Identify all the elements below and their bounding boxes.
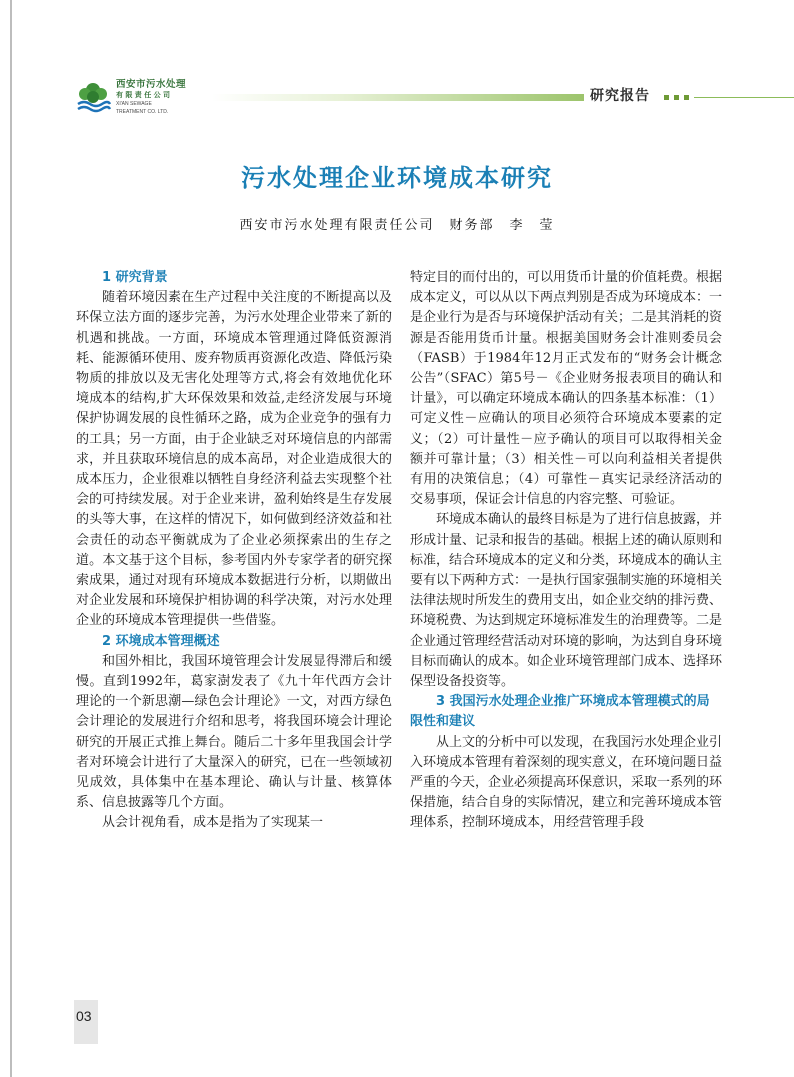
section-label: 研究报告 [590,88,650,104]
header-square-3 [684,95,689,100]
article-title: 污水处理企业环境成本研究 [241,164,553,192]
header-square-2 [674,95,679,100]
company-logo-icon [74,80,112,114]
logo-en-line1: XI'AN SEWAGE [116,100,152,107]
left-column [76,268,392,834]
paragraph: 随着环境因素在生产过程中关注度的不断提高以及环保立法方面的逐步完善，为污水处理企业带来了新的机遇和挑战。一方面，环境成本管理通过降低资源消耗、能源循环使用、废弃物质再资源化改造、降低污染物质的排放以及无害化处理等方式,将会有效地优化环境成本的结构,扩大环保效果和效益,走经济发展与环境保护协调发展的良性循环之路，成为企业竞争的强有力的工具；另一方面，由于企业缺乏对环境信息的内部需求，并且获取环境信息的成本高昂，对企业造成很大的成本压力，企业很难以牺牲自身经济利益去实现整个社会的可持续发展。对于企业来讲，盈利始终是生存发展的头等大事，在这样的情况下，如何做到经济效益和社会责任的动态平衡就成为了企业必须探索出的生存之道。本文基于这个目标，参考国内外专家学者的研究探索成果，通过对现有环境成本数据进行分析，以期做出对企业发展和环境保护相协调的科学决策，对污水处理企业的环境成本管理提供一些借鉴。 [76,290,392,629]
page-header [0,72,794,122]
logo-cn-line2: 有限责任公司 [116,90,173,99]
header-square-1 [664,95,669,100]
company-logo-text [116,80,186,115]
page-number: 03 [76,1008,92,1024]
section-heading-3: 3 我国污水处理企业推广环境成本管理模式的局限性和建议 [410,694,710,730]
paragraph: 特定目的而付出的，可以用货币计量的价值耗费。根据成本定义，可以从以下两点判别是否成为环境成本：一是企业行为是否与环境保护活动有关；二是其消耗的资源是否能用货币计量。根据美国财务会计准则委员会（FASB）于1984年12月正式发布的“财务会计概念公告”（SFAC）第5号－《企业财务报表项目的确认和计量》，可以确定环境成本确认的四条基本标准：（1）可定义性－应确认的项目必须符合环境成本要素的定义；（2）可计量性－应予确认的项目可以取得相关金额并可靠计量；（3）相关性－可以向利益相关者提供有用的决策信息；（4）可靠性－真实记录经济活动的交易事项，保证会计信息的内容完整、可验证。 [410,270,723,508]
paragraph: 从会计视角看，成本是指为了实现某一 [102,815,324,831]
logo-cn-line1: 西安市污水处理 [116,79,187,90]
logo-en-line2: TREATMENT CO. LTD. [116,108,169,115]
section-heading-2: 2 环境成本管理概述 [102,633,220,649]
section-heading-1: 1 研究背景 [102,270,168,285]
paragraph: 从上文的分析中可以发现，在我国污水处理企业引入环境成本管理有着深刻的现实意义，在环境问题日益严重的今天，企业必须提高环保意识，采取一系列的环保措施，结合自身的实际情况，建立和完善环境成本管理体系，控制环境成本，用经营管理手段 [410,734,723,831]
right-column [410,268,722,834]
header-rule [694,97,794,99]
article-byline: 西安市污水处理有限责任公司 财务部 李 莹 [239,218,555,233]
paragraph: 环境成本确认的最终目标是为了进行信息披露，并形成计量、记录和报告的基础。根据上述的确认原则和标准，结合环境成本的定义和分类，环境成本的确认主要有以下两种方式：一是执行国家强制实施的环境相关法律法规时所发生的费用支出，如企业交纳的排污费、环境税费、为达到规定环境标准发生的治理费等。二是企业通过管理经营活动对环境的影响，为达到自身环境目标而确认的成本。如企业环境管理部门成本、选择环保型设备投资等。 [410,512,723,690]
header-gradient-bar [212,94,584,101]
paragraph: 和国外相比，我国环境管理会计发展显得滞后和缓慢。直到1992年，葛家澍发表了《九十年代西方会计理论的一个新思潮—绿色会计理论》一文，对西方绿色会计理论的发展进行介绍和思考，将我国环境会计理论研究的开展正式推上舞台。随后二十多年里我国会计学者对环境会计进行了大量深入的研究，已在一些领域初见成效，具体集中在基本理论、确认与计量、核算体系、信息披露等几个方面。 [76,653,392,811]
